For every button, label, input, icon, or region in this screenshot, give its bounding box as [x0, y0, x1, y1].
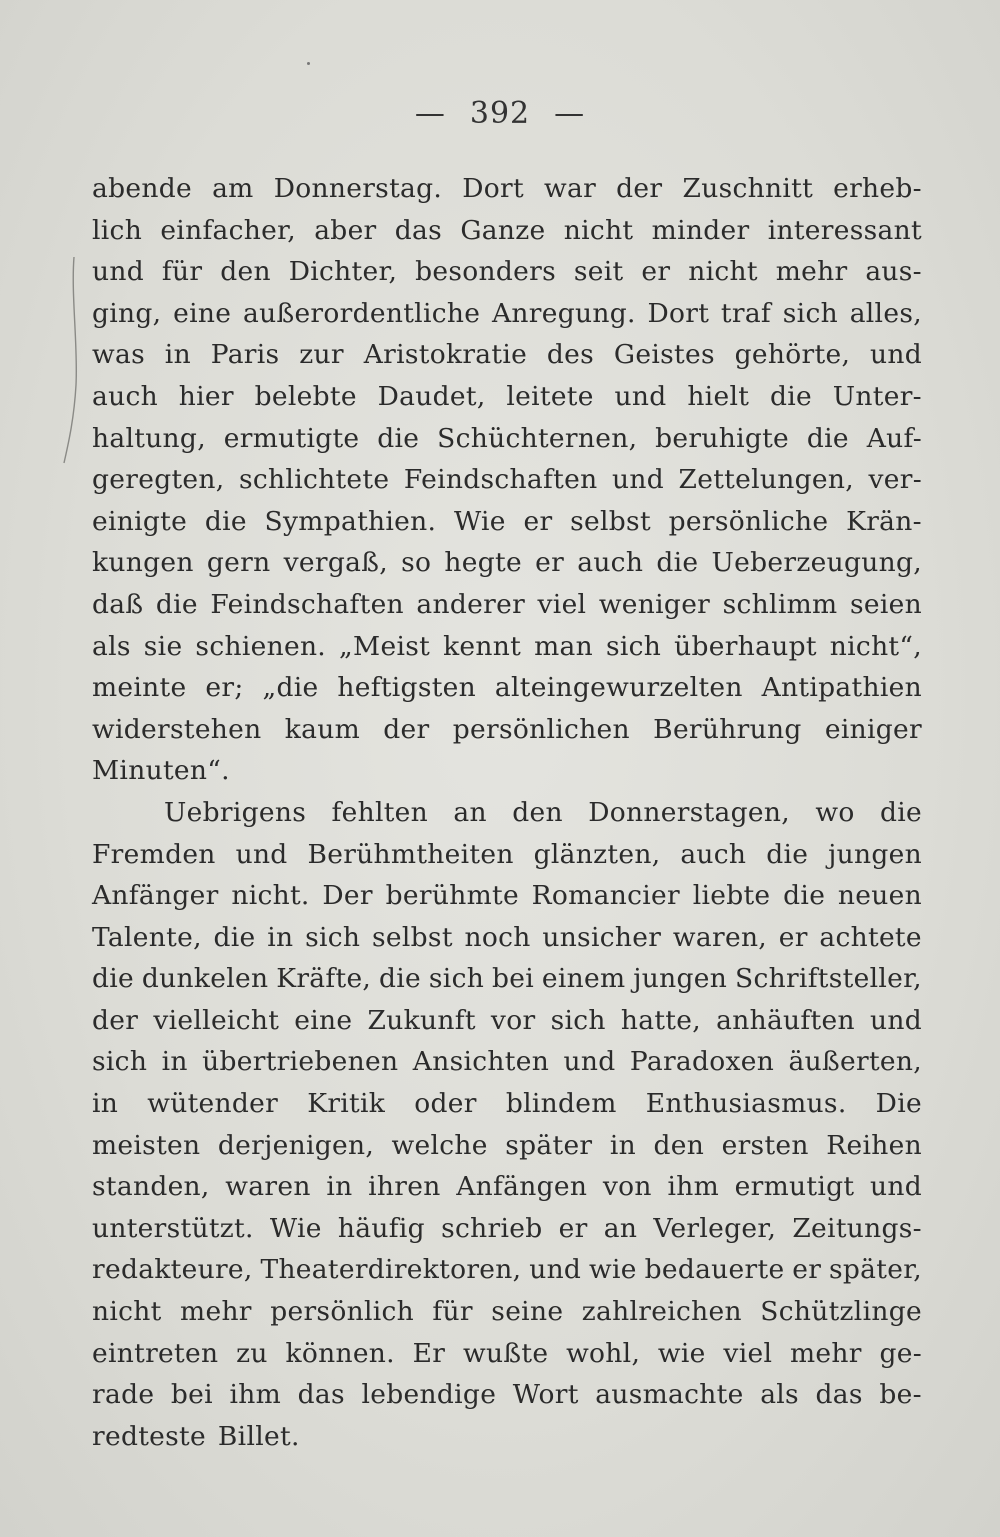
- text-word: das: [815, 1379, 863, 1411]
- text-word: Schüchternen,: [437, 422, 638, 454]
- text-word: geregten,: [92, 464, 225, 496]
- text-line: [92, 542, 922, 584]
- text-word: die: [92, 963, 135, 995]
- text-word: die: [379, 963, 422, 995]
- text-word: bei: [170, 1379, 213, 1411]
- text-word: glänzten,: [533, 838, 661, 870]
- text-word: Anfänger: [92, 880, 219, 912]
- text-word: unterstützt.: [92, 1212, 254, 1244]
- text-word: eine: [173, 297, 232, 329]
- text-word: sich: [550, 1004, 606, 1036]
- text-line: [92, 168, 922, 210]
- page-number: 392: [469, 96, 531, 131]
- text-word: alteingewurzelten: [494, 672, 743, 704]
- text-word: wütender: [147, 1088, 279, 1120]
- text-word: Fremden: [92, 838, 216, 870]
- text-word: persönliche: [668, 505, 829, 537]
- text-word: Ganze: [460, 214, 546, 246]
- text-word: beruhigte: [655, 422, 790, 454]
- text-word: man: [534, 630, 593, 662]
- pencil-margin-mark: [62, 255, 80, 465]
- text-word: selbst: [372, 921, 453, 953]
- text-word: berühmte: [385, 880, 519, 912]
- text-word: die: [879, 796, 922, 828]
- text-word: Der: [322, 880, 373, 912]
- text-line: [92, 334, 922, 376]
- text-word: Zukunft: [367, 1004, 476, 1036]
- text-word: sie: [143, 630, 183, 662]
- text-word: persönlich: [270, 1296, 414, 1328]
- text-word: Feindschaften: [210, 588, 404, 620]
- text-line: [92, 210, 922, 252]
- text-word: aber: [314, 214, 377, 246]
- text-word: Die: [875, 1088, 922, 1120]
- text-word: die: [806, 422, 849, 454]
- text-word: die: [766, 838, 809, 870]
- text-word: meisten: [92, 1129, 201, 1161]
- text-line: [92, 958, 922, 1000]
- text-word: Schriftsteller,: [734, 963, 922, 995]
- text-word: er: [792, 1254, 822, 1286]
- text-word: unsicher: [542, 921, 662, 953]
- text-word: sich: [305, 921, 361, 953]
- text-word: sich: [605, 630, 662, 662]
- text-word: Minuten“.: [92, 755, 230, 787]
- text-word: später,: [829, 1254, 922, 1286]
- text-word: am: [212, 173, 254, 204]
- text-word: alles,: [849, 297, 922, 329]
- text-word: nicht: [563, 214, 634, 246]
- text-word: gern: [206, 547, 271, 579]
- text-line: [92, 501, 922, 543]
- text-word: noch: [464, 921, 531, 953]
- text-word: interessant: [767, 214, 922, 246]
- text-word: und: [869, 1171, 922, 1203]
- text-word: den: [512, 796, 563, 828]
- text-word: die: [769, 380, 812, 412]
- text-word: die: [213, 921, 256, 953]
- text-word: einem: [541, 963, 626, 995]
- text-word: minder: [651, 214, 750, 246]
- text-line: [92, 1125, 922, 1167]
- text-word: können.: [285, 1337, 395, 1369]
- text-word: vielleicht: [153, 1004, 280, 1036]
- text-word: jungen: [633, 963, 728, 995]
- text-word: Sympathien.: [264, 505, 437, 537]
- text-line: [92, 293, 922, 335]
- text-word: leitete: [506, 380, 594, 412]
- text-word: Anregung.: [491, 297, 636, 329]
- text-word: Dort: [647, 297, 710, 329]
- text-word: er: [535, 547, 565, 579]
- text-word: sich: [428, 963, 485, 995]
- text-word: an: [453, 796, 487, 828]
- text-word: in: [164, 339, 191, 371]
- text-word: sich: [782, 297, 838, 329]
- text-word: oder: [414, 1088, 477, 1120]
- page-number-dash-right: —: [554, 96, 586, 131]
- text-word: übertriebenen: [202, 1046, 399, 1078]
- text-word: Uebrigens: [164, 796, 307, 828]
- text-word: später: [505, 1129, 593, 1161]
- text-word: zahlreichen: [581, 1296, 742, 1328]
- text-word: Anfängen: [456, 1171, 588, 1203]
- text-word: nicht: [92, 1296, 162, 1328]
- text-word: und: [614, 380, 667, 412]
- text-word: er;: [205, 672, 244, 704]
- text-word: waren,: [672, 921, 768, 953]
- text-word: gehörte,: [734, 339, 851, 371]
- text-word: redteste: [92, 1420, 206, 1452]
- text-word: Kritik: [307, 1088, 386, 1120]
- text-word: und: [869, 339, 922, 371]
- text-word: schlimm: [722, 588, 838, 620]
- text-word: abende: [92, 173, 192, 204]
- text-word: Berührung: [653, 713, 802, 745]
- text-word: achtete: [819, 921, 922, 953]
- text-word: den: [653, 1129, 705, 1161]
- text-line: [92, 1291, 922, 1333]
- text-word: Kräfte,: [276, 963, 372, 995]
- text-word: viel: [537, 588, 587, 620]
- text-word: der: [383, 713, 430, 745]
- text-word: Enthusiasmus.: [645, 1088, 847, 1120]
- text-word: Daudet,: [377, 380, 486, 412]
- text-word: überhaupt: [674, 630, 817, 662]
- text-word: in: [609, 1129, 637, 1161]
- text-word: meinte: [92, 672, 187, 704]
- text-word: seien: [849, 588, 922, 620]
- text-word: ihm: [229, 1379, 282, 1411]
- text-word: besonders: [415, 256, 557, 288]
- text-word: für: [161, 256, 203, 288]
- text-word: was: [92, 339, 145, 371]
- text-word: redakteure,: [92, 1254, 253, 1286]
- text-word: in: [161, 1046, 188, 1078]
- text-word: in: [267, 921, 294, 953]
- text-word: in: [92, 1088, 119, 1120]
- text-word: ging,: [92, 297, 162, 329]
- text-word: belebte: [254, 380, 357, 412]
- text-word: schlichtete: [239, 464, 390, 496]
- text-word: und: [563, 1046, 616, 1078]
- text-word: er: [558, 1212, 588, 1244]
- text-word: seine: [491, 1296, 564, 1328]
- text-word: eine: [294, 1004, 353, 1036]
- text-word: mehr: [775, 256, 848, 288]
- text-word: selbst: [570, 505, 651, 537]
- text-word: heftigsten: [337, 672, 477, 704]
- text-word: wohl,: [566, 1337, 641, 1369]
- text-word: bei: [491, 963, 534, 995]
- text-line: [92, 376, 922, 418]
- text-word: wie: [589, 1254, 637, 1286]
- text-word: ver-: [868, 464, 922, 496]
- text-word: kungen: [92, 547, 194, 579]
- text-word: auch: [680, 838, 747, 870]
- text-word: zu: [236, 1337, 268, 1369]
- text-word: Unter-: [832, 380, 922, 412]
- text-word: dunkelen: [141, 963, 269, 995]
- text-line: [92, 1416, 922, 1458]
- text-word: jungen: [828, 838, 922, 870]
- text-word: als: [760, 1379, 799, 1411]
- text-word: für: [432, 1296, 473, 1328]
- text-word: lebendige: [361, 1379, 497, 1411]
- text-word: liebte: [692, 880, 771, 912]
- text-word: erheb-: [833, 173, 922, 204]
- text-word: fehlten: [331, 796, 429, 828]
- text-word: Feindschaften: [403, 464, 598, 496]
- text-word: äußerten,: [788, 1046, 922, 1078]
- text-word: wie: [657, 1337, 706, 1369]
- text-word: so: [401, 547, 432, 579]
- text-word: sich: [92, 1046, 148, 1078]
- text-word: Theaterdirektoren,: [260, 1254, 522, 1286]
- text-word: derjenigen,: [217, 1129, 375, 1161]
- text-line: [92, 1000, 922, 1042]
- text-word: welche: [391, 1129, 488, 1161]
- text-word: anhäuften: [716, 1004, 855, 1036]
- text-word: lich: [92, 214, 143, 246]
- text-word: rade: [92, 1379, 155, 1411]
- text-word: ausmachte: [595, 1379, 744, 1411]
- text-word: die: [377, 422, 420, 454]
- text-line: [92, 1333, 922, 1375]
- text-word: und: [869, 1004, 922, 1036]
- text-word: ermutigt: [734, 1171, 855, 1203]
- text-word: das: [297, 1379, 345, 1411]
- text-word: traf: [720, 297, 772, 329]
- text-word: persönlichen: [452, 713, 630, 745]
- text-word: nicht“,: [829, 630, 922, 662]
- text-line: [92, 667, 922, 709]
- text-line: [92, 750, 922, 792]
- text-word: zur: [299, 339, 344, 371]
- text-line: [92, 1249, 922, 1291]
- text-word: „Meist: [339, 630, 431, 662]
- text-word: kaum: [284, 713, 361, 745]
- text-word: kennt: [443, 630, 522, 662]
- text-word: standen,: [92, 1171, 210, 1203]
- text-word: schienen.: [195, 630, 327, 662]
- text-word: wußte: [463, 1337, 549, 1369]
- text-word: eintreten: [92, 1337, 219, 1369]
- text-word: blindem: [505, 1088, 617, 1120]
- text-word: des: [546, 339, 595, 371]
- text-word: Dort: [462, 173, 524, 204]
- body-text: [92, 168, 922, 1457]
- text-line: [92, 418, 922, 460]
- text-line: [92, 251, 922, 293]
- text-word: einfacher,: [160, 214, 296, 246]
- page-number-dash-left: —: [414, 96, 446, 131]
- text-word: Ansichten: [412, 1046, 550, 1078]
- text-word: mehr: [789, 1337, 862, 1369]
- text-word: und: [92, 256, 144, 288]
- text-word: hatte,: [620, 1004, 701, 1036]
- text-word: Wie: [269, 1212, 322, 1244]
- text-word: be-: [879, 1379, 922, 1411]
- text-word: Geistes: [613, 339, 715, 371]
- text-word: Er: [412, 1337, 446, 1369]
- text-word: anderer: [416, 588, 526, 620]
- text-line: [92, 1041, 922, 1083]
- text-word: Zuschnitt: [682, 173, 814, 204]
- text-word: Wie: [453, 505, 506, 537]
- page-number-header: [0, 96, 1000, 131]
- text-word: haltung,: [92, 422, 206, 454]
- text-word: in: [326, 1171, 353, 1203]
- text-word: Ueberzeugung,: [711, 547, 922, 579]
- text-word: neuen: [837, 880, 922, 912]
- text-word: bedauerte: [644, 1254, 785, 1286]
- text-line: [92, 1166, 922, 1208]
- text-word: ihm: [667, 1171, 720, 1203]
- text-word: Zeitungs-: [792, 1212, 922, 1244]
- text-word: „die: [262, 672, 319, 704]
- text-line: [92, 834, 922, 876]
- text-word: und: [611, 464, 664, 496]
- text-line: [92, 459, 922, 501]
- text-word: Romancier: [531, 880, 680, 912]
- text-line: [92, 626, 922, 668]
- text-word: Verleger,: [653, 1212, 777, 1244]
- text-word: Paris: [210, 339, 280, 371]
- text-word: der: [616, 173, 663, 204]
- text-word: Donnerstagen,: [588, 796, 790, 828]
- text-word: er: [523, 505, 553, 537]
- text-word: Billet.: [217, 1420, 300, 1452]
- text-word: der: [92, 1004, 139, 1036]
- text-word: aus-: [865, 256, 922, 288]
- text-line: [92, 792, 922, 834]
- text-word: ermutigte: [223, 422, 360, 454]
- text-word: auch: [577, 547, 644, 579]
- text-word: als: [92, 630, 131, 662]
- text-word: Wort: [512, 1379, 579, 1411]
- text-word: häufig: [337, 1212, 425, 1244]
- text-word: hier: [178, 380, 234, 412]
- text-word: Donnerstag.: [273, 173, 443, 204]
- text-word: schrieb: [441, 1212, 543, 1244]
- text-word: viel: [723, 1337, 773, 1369]
- text-line: [92, 875, 922, 917]
- text-word: ihren: [368, 1171, 441, 1203]
- text-word: Berühmtheiten: [307, 838, 514, 870]
- text-word: Krän-: [846, 505, 922, 537]
- text-word: widerstehen: [92, 713, 262, 745]
- text-word: Reihen: [826, 1129, 922, 1161]
- text-line: [92, 1374, 922, 1416]
- text-word: Talente,: [92, 921, 202, 953]
- text-word: Zettelungen,: [678, 464, 854, 496]
- text-word: und: [529, 1254, 582, 1286]
- text-line: [92, 1208, 922, 1250]
- paper-speck: [307, 62, 310, 65]
- text-word: hegte: [444, 547, 522, 579]
- text-word: an: [603, 1212, 638, 1244]
- text-word: den: [220, 256, 271, 288]
- text-word: mehr: [180, 1296, 252, 1328]
- text-word: einiger: [824, 713, 922, 745]
- text-word: war: [544, 173, 597, 204]
- text-word: ersten: [721, 1129, 809, 1161]
- text-word: vor: [490, 1004, 536, 1036]
- text-word: Paradoxen: [629, 1046, 775, 1078]
- text-word: und: [235, 838, 288, 870]
- text-word: von: [602, 1171, 652, 1203]
- text-word: die: [656, 547, 699, 579]
- text-word: daß: [92, 588, 144, 620]
- text-word: hielt: [687, 380, 750, 412]
- text-word: Dichter,: [288, 256, 398, 288]
- text-line: [92, 917, 922, 959]
- text-word: Schützlinge: [760, 1296, 922, 1328]
- text-line: [92, 584, 922, 626]
- text-word: er: [778, 921, 808, 953]
- text-word: die: [783, 880, 826, 912]
- text-word: einigte: [92, 505, 188, 537]
- text-word: außerordentliche: [242, 297, 481, 329]
- text-word: nicht: [688, 256, 758, 288]
- text-word: ge-: [879, 1337, 922, 1369]
- text-word: auch: [92, 380, 158, 412]
- text-word: die: [155, 588, 198, 620]
- text-word: waren: [225, 1171, 311, 1203]
- text-word: seit: [573, 256, 624, 288]
- text-word: vergaß,: [283, 547, 388, 579]
- text-word: die: [204, 505, 247, 537]
- text-word: wo: [815, 796, 855, 828]
- text-word: Aristokratie: [363, 339, 528, 371]
- text-line: [92, 709, 922, 751]
- text-word: Auf-: [866, 422, 922, 454]
- text-word: nicht.: [231, 880, 310, 912]
- text-word: weniger: [598, 588, 711, 620]
- text-line: [92, 1083, 922, 1125]
- text-word: das: [394, 214, 443, 246]
- text-word: Antipathien: [761, 672, 922, 704]
- text-word: er: [641, 256, 671, 288]
